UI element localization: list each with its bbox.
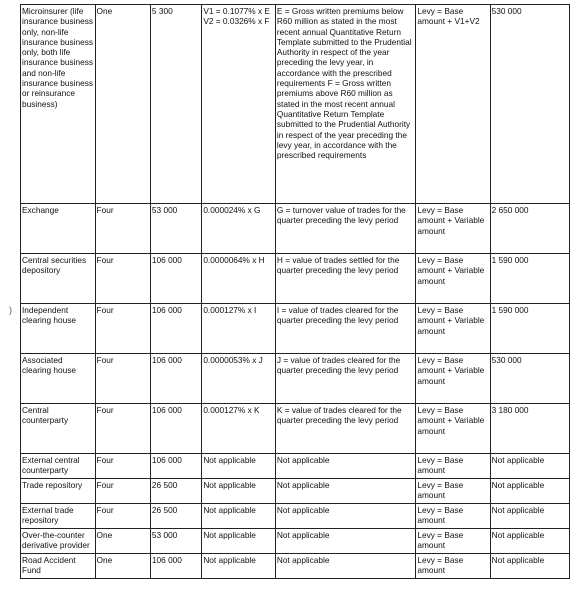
cap-cell: 1 590 000 bbox=[490, 304, 569, 354]
frequency-cell: Four bbox=[95, 454, 150, 479]
levy-cell: Levy = Base amount + Variable amount bbox=[416, 404, 490, 454]
formula-line: 0.000127% x I bbox=[203, 305, 257, 315]
levy-cell: Levy = Base amount bbox=[416, 479, 490, 504]
base-amount-cell: 106 000 bbox=[150, 354, 201, 404]
levy-cell: Levy = Base amount + Variable amount bbox=[416, 254, 490, 304]
variable-definition-cell: Not applicable bbox=[275, 479, 415, 504]
entity-cell: Over-the-counter derivative provider bbox=[21, 529, 96, 554]
entity-cell: Exchange bbox=[21, 204, 96, 254]
table-row bbox=[21, 404, 570, 454]
variable-definition-cell: Not applicable bbox=[275, 529, 415, 554]
frequency-cell: Four bbox=[95, 479, 150, 504]
base-amount-cell: 106 000 bbox=[150, 254, 201, 304]
formula-line: Not applicable bbox=[203, 480, 256, 490]
formula-cell bbox=[202, 354, 276, 404]
formula-line: 0.000127% x K bbox=[203, 405, 260, 415]
formula-cell bbox=[202, 304, 276, 354]
formula-line: Not applicable bbox=[203, 505, 256, 515]
frequency-cell: Four bbox=[95, 204, 150, 254]
variable-definition-cell: G = turnover value of trades for the quarter preceding the levy period bbox=[275, 204, 415, 254]
base-amount-cell: 5 300 bbox=[150, 5, 201, 204]
formula-line: Not applicable bbox=[203, 455, 256, 465]
levy-cell: Levy = Base amount + V1+V2 bbox=[416, 5, 490, 204]
levy-table bbox=[20, 4, 570, 579]
formula-cell bbox=[202, 504, 276, 529]
variable-definition-cell: J = value of trades cleared for the quarter preceding the levy period bbox=[275, 354, 415, 404]
frequency-cell: Four bbox=[95, 404, 150, 454]
formula-line: V2 = 0.0326% x F bbox=[203, 16, 270, 27]
entity-cell: Central securities depository bbox=[21, 254, 96, 304]
cap-cell: 530 000 bbox=[490, 5, 569, 204]
formula-cell bbox=[202, 554, 276, 579]
levy-cell: Levy = Base amount + Variable amount bbox=[416, 304, 490, 354]
levy-cell: Levy = Base amount + Variable amount bbox=[416, 204, 490, 254]
base-amount-cell: 26 500 bbox=[150, 479, 201, 504]
base-amount-cell: 53 000 bbox=[150, 204, 201, 254]
variable-definition-cell: Not applicable bbox=[275, 554, 415, 579]
frequency-cell: Four bbox=[95, 354, 150, 404]
cap-cell: 1 590 000 bbox=[490, 254, 569, 304]
table-row bbox=[21, 504, 570, 529]
margin-mark: ) bbox=[9, 305, 12, 315]
entity-cell: Microinsurer (life insurance business only, non-life insurance business only, both life insurance business and non-life insurance business or reinsurance business) bbox=[21, 5, 96, 204]
variable-definition-cell: H = value of trades settled for the quarter preceding the levy period bbox=[275, 254, 415, 304]
table-row bbox=[21, 529, 570, 554]
frequency-cell: Four bbox=[95, 304, 150, 354]
levy-table-body bbox=[21, 5, 570, 579]
formula-line: 0.0000053% x J bbox=[203, 355, 263, 365]
cap-cell: Not applicable bbox=[490, 504, 569, 529]
levy-cell: Levy = Base amount bbox=[416, 554, 490, 579]
formula-cell bbox=[202, 529, 276, 554]
formula-cell bbox=[202, 254, 276, 304]
frequency-cell: One bbox=[95, 554, 150, 579]
variable-definition-cell: I = value of trades cleared for the quarter preceding the levy period bbox=[275, 304, 415, 354]
frequency-cell: One bbox=[95, 5, 150, 204]
frequency-cell: One bbox=[95, 529, 150, 554]
formula-cell bbox=[202, 454, 276, 479]
table-row bbox=[21, 354, 570, 404]
formula-line: V1 = 0.1077% x E bbox=[203, 6, 270, 16]
base-amount-cell: 106 000 bbox=[150, 404, 201, 454]
table-row bbox=[21, 204, 570, 254]
formula-cell bbox=[202, 5, 276, 204]
entity-cell: External central counterparty bbox=[21, 454, 96, 479]
cap-cell: 530 000 bbox=[490, 354, 569, 404]
table-row bbox=[21, 304, 570, 354]
entity-cell: Trade repository bbox=[21, 479, 96, 504]
cap-cell: Not applicable bbox=[490, 454, 569, 479]
table-row bbox=[21, 254, 570, 304]
base-amount-cell: 106 000 bbox=[150, 454, 201, 479]
cap-cell: Not applicable bbox=[490, 554, 569, 579]
levy-cell: Levy = Base amount + Variable amount bbox=[416, 354, 490, 404]
formula-cell bbox=[202, 204, 276, 254]
cap-cell: 3 180 000 bbox=[490, 404, 569, 454]
formula-line: 0.000024% x G bbox=[203, 205, 261, 215]
formula-line: Not applicable bbox=[203, 530, 256, 540]
entity-cell: External trade repository bbox=[21, 504, 96, 529]
formula-line: 0.0000064% x H bbox=[203, 255, 265, 265]
formula-cell bbox=[202, 479, 276, 504]
cap-cell: Not applicable bbox=[490, 529, 569, 554]
cap-cell: Not applicable bbox=[490, 479, 569, 504]
variable-definition-cell: Not applicable bbox=[275, 454, 415, 479]
formula-cell bbox=[202, 404, 276, 454]
cap-cell: 2 650 000 bbox=[490, 204, 569, 254]
variable-definition-cell: E = Gross written premiums below R60 million as stated in the most recent annual Quantitative Return Template submitted to the Prudential Authority in respect of the year preceding the levy year, in accordance with the prescribed requirements F = Gross written premiums above R60 million as stated in the most recent annual Quantitative Return Template submitted to the Prudential Authority in respect of the year preceding the levy year, in accordance with the prescribed requirements bbox=[275, 5, 415, 204]
variable-definition-cell: Not applicable bbox=[275, 504, 415, 529]
base-amount-cell: 106 000 bbox=[150, 554, 201, 579]
base-amount-cell: 26 500 bbox=[150, 504, 201, 529]
entity-cell: Central counterparty bbox=[21, 404, 96, 454]
levy-cell: Levy = Base amount bbox=[416, 529, 490, 554]
variable-definition-cell: K = value of trades cleared for the quarter preceding the levy period bbox=[275, 404, 415, 454]
levy-cell: Levy = Base amount bbox=[416, 454, 490, 479]
base-amount-cell: 106 000 bbox=[150, 304, 201, 354]
base-amount-cell: 53 000 bbox=[150, 529, 201, 554]
entity-cell: Independent clearing house bbox=[21, 304, 96, 354]
entity-cell: Road Accident Fund bbox=[21, 554, 96, 579]
entity-cell: Associated clearing house bbox=[21, 354, 96, 404]
frequency-cell: Four bbox=[95, 504, 150, 529]
table-row bbox=[21, 454, 570, 479]
table-row bbox=[21, 479, 570, 504]
table-row bbox=[21, 554, 570, 579]
table-row bbox=[21, 5, 570, 204]
formula-line: Not applicable bbox=[203, 555, 256, 565]
frequency-cell: Four bbox=[95, 254, 150, 304]
levy-cell: Levy = Base amount bbox=[416, 504, 490, 529]
